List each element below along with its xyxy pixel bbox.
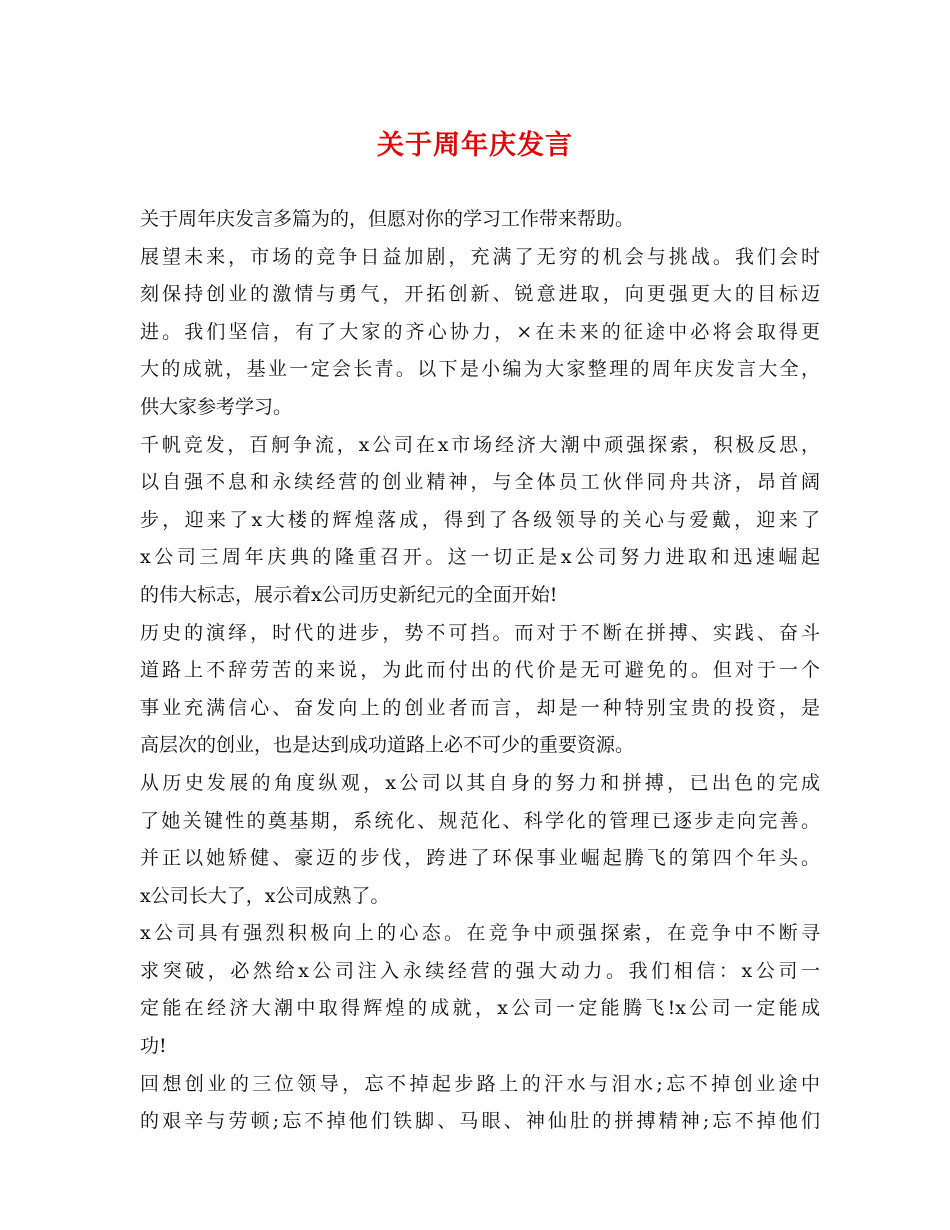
- text-line: 了她关键性的奠基期，系统化、规范化、科学化的管理已逐步走向完善。: [140, 809, 820, 832]
- text-line: 从历史发展的角度纵观，x公司以其自身的努力和拼搏，已出色的完成: [140, 771, 820, 794]
- text-line: 并正以她矫健、豪迈的步伐，跨进了环保事业崛起腾飞的第四个年头。: [140, 847, 820, 870]
- text-line: 展望未来，市场的竞争日益加剧，充满了无穷的机会与挑战。我们会时: [140, 245, 820, 268]
- text-line: 的艰辛与劳顿;忘不掉他们铁脚、马眼、神仙肚的拼搏精神;忘不掉他们: [140, 1110, 820, 1133]
- text-line: x公司三周年庆典的隆重召开。这一切正是x公司努力进取和迅速崛起: [140, 546, 820, 569]
- text-line: 历史的演绎，时代的进步，势不可挡。而对于不断在拼搏、实践、奋斗: [140, 621, 820, 644]
- text-line: 供大家参考学习。: [140, 395, 293, 418]
- text-line: 大的成就，基业一定会长青。以下是小编为大家整理的周年庆发言大全，: [140, 358, 820, 381]
- document-title: 关于周年庆发言: [377, 130, 573, 161]
- text-line: 求突破，必然给x公司注入永续经营的强大动力。我们相信：x公司一: [140, 959, 820, 982]
- document-body: [140, 201, 820, 1141]
- text-line: x公司具有强烈积极向上的心态。在竞争中顽强探索，在竞争中不断寻: [140, 922, 820, 945]
- text-line: 道路上不辞劳苦的来说，为此而付出的代价是无可避免的。但对于一个: [140, 659, 820, 682]
- text-line: 刻保持创业的激情与勇气，开拓创新、锐意进取，向更强更大的目标迈: [140, 283, 820, 306]
- text-line: 步，迎来了x大楼的辉煌落成，得到了各级领导的关心与爱戴，迎来了: [140, 508, 820, 531]
- text-line: 高层次的创业，也是达到成功道路上必不可少的重要资源。: [140, 734, 635, 757]
- text-line: 的伟大标志，展示着x公司历史新纪元的全面开始!: [140, 583, 558, 606]
- text-line: 回想创业的三位领导，忘不掉起步路上的汗水与泪水;忘不掉创业途中: [140, 1072, 820, 1095]
- text-line: 进。我们坚信，有了大家的齐心协力，×在未来的征途中必将会取得更: [140, 320, 820, 343]
- text-line: 功!: [140, 1035, 167, 1058]
- text-line: 关于周年庆发言多篇为的，但愿对你的学习工作带来帮助。: [140, 208, 635, 230]
- text-line: 事业充满信心、奋发向上的创业者而言，却是一种特别宝贵的投资，是: [140, 696, 820, 719]
- text-line: x公司长大了，x公司成熟了。: [140, 884, 390, 907]
- text-line: 定能在经济大潮中取得辉煌的成就，x公司一定能腾飞!x公司一定能成: [140, 997, 820, 1020]
- text-line: 千帆竞发，百舸争流，x公司在x市场经济大潮中顽强探索，积极反思，: [140, 433, 820, 456]
- text-line: 以自强不息和永续经营的创业精神，与全体员工伙伴同舟共济，昂首阔: [140, 471, 820, 494]
